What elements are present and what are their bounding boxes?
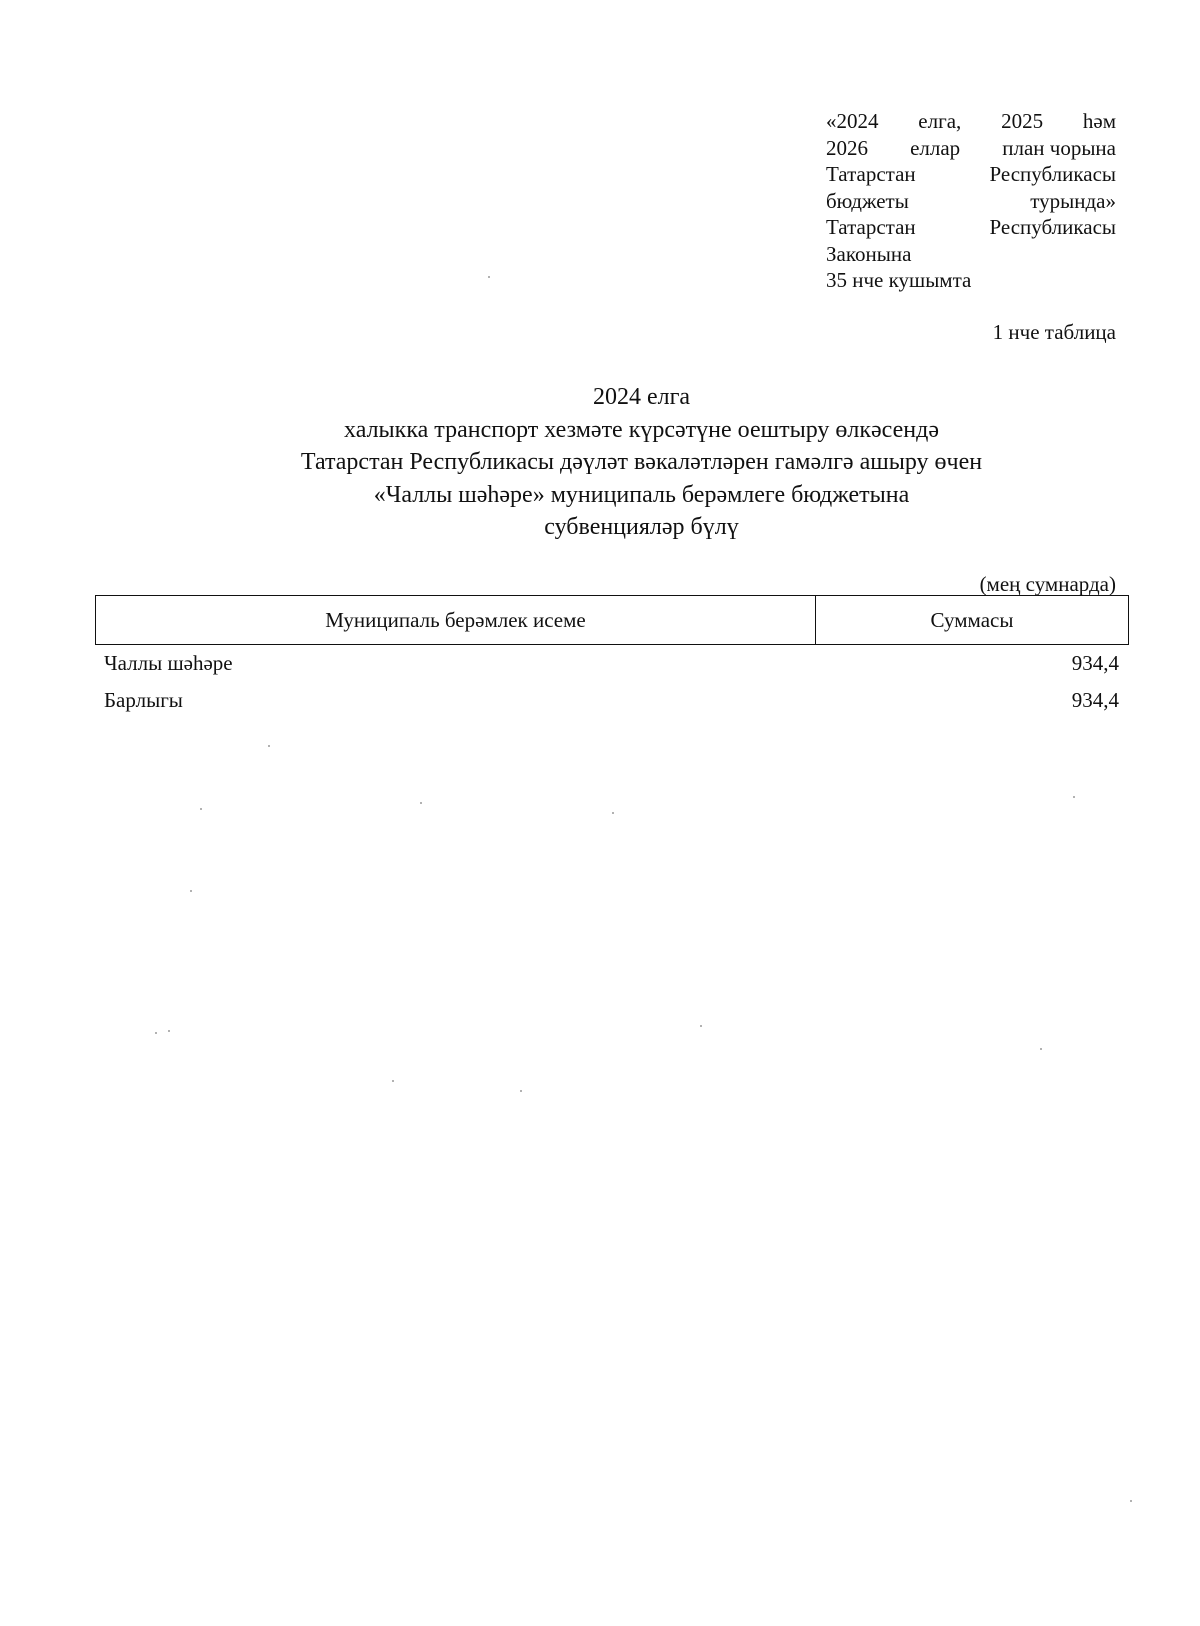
units-label: (мең сумнарда) (979, 572, 1116, 596)
annex-word: Республикасы (989, 215, 1116, 239)
annex-word: Законына (826, 241, 912, 266)
annex-word: Татарстан (826, 215, 916, 239)
row-sum: 934,4 (1071, 651, 1119, 675)
annex-word: һәм (1082, 109, 1116, 133)
annex-word: 2025 (1001, 109, 1044, 133)
table-row (104, 650, 1119, 687)
annex-line-2 (826, 135, 1116, 162)
title-line: субвенцияләр бүлү (544, 514, 739, 540)
scan-speck (392, 1080, 394, 1082)
annex-word: турында» (1030, 188, 1116, 213)
scan-speck (1040, 1048, 1042, 1050)
annex-word: 35 нче кушымта (826, 268, 972, 292)
annex-line-4 (826, 188, 1116, 215)
table-number: 1 нче таблица (992, 320, 1116, 344)
annex-line-1 (826, 108, 1116, 135)
row-sum: 934,4 (1071, 688, 1119, 712)
document-title (0, 381, 1200, 544)
row-name: Чаллы шәһәре (104, 651, 233, 675)
annex-word: план чорына (1002, 135, 1116, 160)
scan-speck (520, 1090, 522, 1092)
scan-speck (190, 890, 192, 892)
table-body (104, 650, 1119, 724)
title-line: «Чаллы шәһәре» муниципаль берәмлеге бюджетына (373, 481, 910, 508)
scan-speck (488, 276, 490, 278)
annex-word: «2024 (826, 109, 879, 133)
scan-speck (168, 1030, 170, 1032)
scan-speck (1130, 1500, 1132, 1502)
annex-line-3 (826, 161, 1116, 188)
title-line: 2024 елга (592, 384, 691, 410)
annex-word: Республикасы (989, 162, 1116, 186)
title-line: Татарстан Республикасы дәүләт вәкаләтләрен гамәлгә ашыру өчен (300, 449, 983, 475)
scan-speck (1073, 796, 1075, 798)
annex-line-6 (826, 241, 1116, 268)
annex-word: еллар (910, 135, 961, 160)
table-header (95, 595, 1129, 645)
annex-word: 2026 (826, 135, 868, 160)
annex-word: бюджеты (826, 188, 909, 213)
title-line: халыкка транспорт хезмәте күрсәтүне оештыру өлкәсендә (344, 416, 939, 443)
scan-speck (420, 802, 422, 804)
scan-speck (268, 745, 270, 747)
annex-line-5 (826, 214, 1116, 241)
scan-speck (155, 1032, 157, 1034)
column-header-name: Муниципаль берәмлек исеме (96, 596, 816, 644)
annex-word: елга, (918, 109, 962, 133)
column-header-sum: Суммасы (930, 607, 1014, 632)
table-row-total (104, 687, 1119, 724)
scan-speck (700, 1025, 702, 1027)
scan-speck (200, 808, 202, 810)
annex-word: Татарстан (826, 162, 916, 186)
annex-line-7 (826, 267, 1116, 294)
annex-reference (826, 108, 1116, 294)
row-name: Барлыгы (104, 688, 183, 712)
scan-speck (612, 812, 614, 814)
